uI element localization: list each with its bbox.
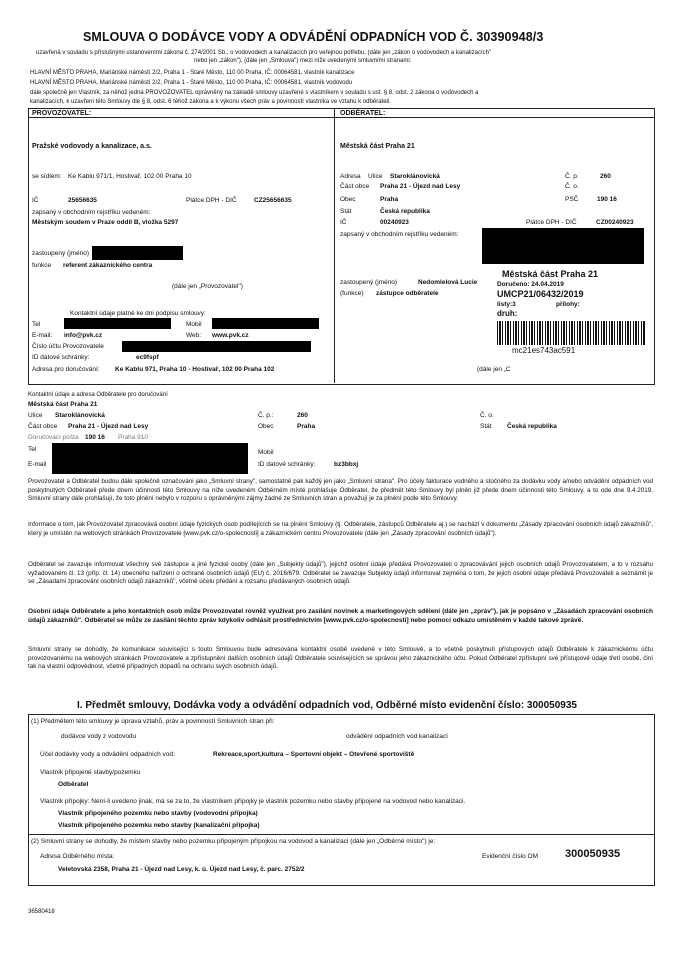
paragraph-2: Informace o tom, jak Provozovatel zpracovává osobní údaje fyzických osob podílejících se na plnění Smlouvy (tj. Odběratele, zástupců Odběratele aj.) se nachází v dokumentu „Zásady zpracování osobních údajů zákazníků", který je umístěn na webových stránkách Provozovatele [www.pvk.cz/o-spolecnosti] a zákaznickém centru Provozovatele (dále jen „Zásady zpracování osobních údajů"). [28, 521, 653, 537]
stamp-kind: druh: [497, 309, 518, 318]
customer-psc: 190 16 [597, 196, 617, 203]
provider-email[interactable]: info@pvk.cz [64, 332, 103, 339]
parties-divider [334, 108, 335, 383]
customer-alias: (dále jen „C [477, 366, 511, 373]
section-1-water-supply: dodávce vody z vodovodu [61, 733, 137, 740]
consumption-point-number-label: Evidenční číslo OM [482, 853, 538, 860]
stamp-barcode [497, 321, 645, 345]
section-1-rule [28, 834, 655, 835]
customer-district-label: Část obce [340, 183, 370, 190]
customer-heading: ODBĚRATEL: [340, 110, 386, 117]
customer-name: Městská část Praha 21 [340, 143, 415, 150]
stamp-title: Městská část Praha 21 [502, 269, 599, 279]
provider-tel-label: Tel [32, 321, 41, 328]
paragraph-5: Smluvní strany se dohodly, že komunikace související s touto Smlouvou bude adresována kontaktní osobě uvedené v této Smlouvě, a to včetně poskytnutí přístupových údajů Odběratele k zákaznickému účtu provozovanému na webových stránkách Provozovatele a zpřístupnění dalších osobních údajů Odběratele souvisejících se správou jeho zákaznického účtu. Pokud Odběratel zpřístupní své přístupové údaje třetí osobě, činí tak na vlastní odpovědnost, včetně případných dopadů na ochranu svých osobních údajů. [28, 646, 653, 671]
owner-line-3: dále společně jen Vlastník, za něhož jedná PROVOZOVATEL oprávněný na základě smlouvy uzavřené s vlastníkem v souladu s ust. § 8, odst. 2 zákona o vodovodech a [30, 90, 479, 96]
contact-block-town-label: Obec [258, 423, 274, 430]
redacted-provider-tel [64, 318, 171, 329]
contact-block-district-label: Část obce [28, 423, 58, 430]
contact-block-post: Praha 910 [118, 434, 148, 441]
contact-block-databox: bz3bbxj [334, 461, 359, 468]
provider-databox-label: ID datové schránky: [32, 354, 90, 361]
provider-email-label: E-mail: [32, 332, 53, 339]
stamp-attachments: přílohy: [556, 301, 580, 308]
consumption-point-number: 300050935 [565, 848, 621, 860]
owner-line-1: HLAVNÍ MĚSTO PRAHA, Mariánské náměstí 2/2, Praha 1 - Staré Město, 110 00 Praha, IČ: 00064581, vlastník kanalizace [30, 70, 355, 76]
owner-line-4: kanalizacích, k uzavření této Smlouvy dle § 8, odst. 6 téhož zákona a k výkonu všech práv a povinností vlastníka ve vztahu k odběrateli. [30, 99, 391, 105]
section-1-line-1: (1) Předmětem této smlouvy je úprava vztahů, práv a povinností Smluvních stran při: [31, 718, 275, 725]
provider-rep-label: zastoupený (jméno) [32, 250, 90, 257]
paragraph-4: Osobní údaje Odběratele a jeho kontaktních osob může Provozovatel rovněž využívat pro zasílání novinek a marketingových sdělení (dále jen „zpráv"), jak je popsáno v „Zásadách zpracování osobních údajů zákazníků". Odběratel se může ze zasílání těchto zpráv kdykoliv odhlásit prostřednictvím [www.pvk.cz/o-spolecnosti] nebo pomocí odkazu umístěném v každé takové zprávě. [28, 608, 653, 624]
contact-block-mobile-label: Mobil [258, 449, 274, 456]
customer-dic: CZ00240923 [596, 219, 634, 226]
contact-block-co-label: Č. o. [480, 412, 494, 419]
stamp-received: Doručeno: 24.04.2019 [497, 281, 564, 288]
customer-psc-label: PSČ [565, 196, 579, 203]
customer-dic-label: Plátce DPH - DIČ [526, 219, 577, 226]
contact-block-district: Praha 21 - Újezd nad Lesy [68, 423, 149, 430]
provider-mobile-label: Mobil [186, 321, 202, 328]
provider-dic: CZ25656635 [254, 197, 292, 204]
section-1-water-connection-owner: Vlastník připojeného pozemku nebo stavby (vodovodní přípojka) [58, 810, 258, 817]
owner-line-2: HLAVNÍ MĚSTO PRAHA, Mariánské náměstí 2/2, Praha 1 - Staré Město, 110 00 Praha, IČ: 00064581, vlastník vodovodu [30, 80, 353, 86]
section-1-line-2: (2) Smluvní strany se dohodly, že místem stavby nebo pozemku připojeným přípojkou na vodovod a kanalizaci (dále jen „Odběrné místo") je: [31, 838, 436, 845]
contact-block-label: Kontaktní údaje a adresa Odběratele pro doručování [28, 392, 168, 398]
contact-block-cp: 260 [297, 412, 308, 419]
provider-web[interactable]: www.pvk.cz [212, 332, 249, 339]
paragraph-3: Odběratel se zavazuje informovat všechny své zástupce a jiné fyzické osoby (dále jen „Subjekty údajů"), jejichž osobní údaje předává Provozovateli o zpracovávání jejich osobních údajů Provozovatelem, a to v rozsahu vyžadovaném čl. 13 (příp. čl. 14) obecného nařízení o ochraně osobních údajů (EU) č. 2016/679. Odběratel se zavazuje Subjekty údajů informovat zejména o tom, že jejich osobní údaje předává Provozovateli a seznámit je se „Zásadami zpracování osobních údajů zákazníků", včetně účelu předání a rozsahu předávaných osobních údajů. [28, 561, 653, 586]
page-title: SMLOUVA O DODÁVCE VODY A ODVÁDĚNÍ ODPADNÍCH VOD Č. 30390948/3 [83, 30, 544, 44]
provider-dic-label: Plátce DPH - DIČ [186, 197, 237, 204]
contact-block-state: Česká republika [507, 423, 557, 430]
consumption-point-address: Veletovská 2358, Praha 21 - Újezd nad Lesy, k. ú. Újezd nad Lesy, č. parc. 2752/2 [58, 866, 305, 873]
provider-function: referent zákaznického centra [63, 262, 153, 269]
customer-register-label: zapsaný v obchodním rejstříku vedeném: [340, 231, 459, 238]
contact-block-tel-label: Tel [28, 446, 37, 453]
contact-block-name: Městská část Praha 21 [28, 401, 98, 408]
redacted-provider-rep [92, 246, 183, 260]
customer-state: Česká republika [380, 208, 430, 215]
section-1-owner-value: Odběratel [58, 781, 89, 788]
document-number: 36580418 [28, 909, 55, 915]
provider-heading: PROVOZOVATEL: [32, 110, 92, 117]
contact-block-street-label: Ulice [28, 412, 43, 419]
contact-block-street: Staroklánovická [55, 412, 105, 419]
stamp-reference: UMCP21/06432/2019 [497, 289, 584, 299]
customer-address-label: Adresa [340, 173, 361, 180]
provider-delivery: Ke Kablu 971, Praha 10 - Hostivař, 102 00 Praha 102 [115, 366, 275, 373]
contact-block-cp-label: Č. p.: [258, 412, 274, 419]
contact-block-psc-label: Doručovací pošta [28, 434, 79, 441]
provider-web-label: Web: [186, 332, 202, 339]
paragraph-1: Provozovatel a Odběratel budou dále společně označováni jako „Smluvní strany", samostatně pak každý jen jako „Smluvní strana". Pro účely fakturace vodného a stočného za dodávku vody a/nebo odvádění odpadních vod poskytnutých Odběrateli přede dnem účinnosti této Smlouvy na níže uvedeném Odběrném místě prohlašuje Odběratel, že předmět této Smlouvy byl plněn již přede dnem účinnosti této Smlouvy, a to ode dne 9.4.2019. Smluvní strany dále prohlašují, že toto plnění nebylo v rozporu s oprávněnými zájmy žádné ze Smluvních stran a považují je za plnění podle této Smlouvy. [28, 478, 653, 503]
intro-line-2: nebo jen „zákon"), (dále jen „Smlouva") mezi níže uvedenými smluvními stranami: [194, 58, 412, 64]
section-1-connection-owner: Vlastník přípojky: Není-li uvedeno jinak, má se za to, že vlastníkem přípojky je vlastník pozemku nebo stavby připojené na vodovod nebo kanalizaci. [40, 798, 466, 805]
customer-state-label: Stát [340, 208, 352, 215]
provider-register-label: zapsaný v obchodním rejstříku vedeném: [32, 209, 151, 216]
customer-function: zástupce odběratele [376, 290, 439, 297]
stamp-sheets: listy:3 [497, 301, 516, 308]
contact-block-town: Praha [297, 423, 316, 430]
provider-contacts-label: Kontaktní údaje platné ke dni podpisu smlouvy: [70, 310, 206, 317]
provider-name: Pražské vodovody a kanalizace, a.s. [32, 143, 152, 150]
contact-block-psc: 190 16 [85, 434, 105, 441]
provider-ic: 25656635 [68, 197, 97, 204]
customer-cp-label: Č. p. [565, 173, 579, 180]
redacted-contact-phone-email [52, 443, 248, 474]
customer-rep-label: zastoupený (jméno) [340, 279, 398, 286]
redacted-provider-mobile [212, 318, 319, 329]
consumption-point-address-label: Adresa Odběrného místa: [40, 853, 115, 860]
section-1-purpose: Rekreace,sport,kultura – Sportovní objekt – Otevřené sportoviště [213, 751, 415, 758]
contact-block-databox-label: ID datové schránky: [258, 461, 316, 468]
contact-block-state-label: Stát [480, 423, 492, 430]
provider-alias: (dále jen „Provozovatel") [172, 283, 243, 290]
customer-town-label: Obec [340, 196, 356, 203]
provider-seat-label: se sídlem: [32, 173, 62, 180]
customer-rep: Nedomlelová Lucie [418, 279, 478, 286]
customer-ic: 00240923 [380, 219, 409, 226]
customer-district: Praha 21 - Újezd nad Lesy [380, 183, 461, 190]
provider-register: Městským soudem v Praze oddíl B, vložka 5297 [32, 219, 179, 226]
customer-town: Praha [380, 196, 399, 203]
customer-co-label: Č. o. [565, 183, 579, 190]
section-1-purpose-label: Účel dodávky vody a odvádění odpadních vod: [40, 751, 175, 758]
redacted-provider-account [122, 341, 311, 352]
section-1-sewage: odvádění odpadních vod kanalizací [346, 733, 448, 740]
provider-databox: ec9fspf [136, 354, 159, 361]
customer-ic-label: IČ [340, 219, 347, 226]
intro-line-1: uzavřená v souladu s příslušnými ustanoveními zákona č. 274/2001 Sb., o vodovodech a kanalizacích pro veřejnou potřebu, (dále jen „zákon o vodovodech a kanalizacích" [36, 50, 492, 56]
provider-seat: Ke Kablu 971/1, Hostivař, 102 00 Praha 10 [68, 173, 192, 180]
contact-block-email-label: E-mail [28, 461, 47, 468]
customer-cp: 260 [600, 173, 611, 180]
customer-street: Staroklánovická [390, 173, 440, 180]
redacted-customer-register [482, 228, 644, 264]
provider-function-label: funkce [32, 262, 52, 269]
section-1-owner-label: Vlastník připojené stavby/pozemku [40, 769, 141, 776]
provider-delivery-label: Adresa pro doručování: [32, 366, 100, 373]
customer-street-label: Ulice [368, 173, 383, 180]
customer-function-label: (funkce) [340, 290, 364, 297]
stamp-code: mc21es743ac591 [512, 346, 576, 355]
provider-ic-label: IČ [32, 197, 39, 204]
section-1-title: I. Předmět smlouvy, Dodávka vody a odvádění odpadních vod, Odběrné místo evidenční číslo: 300050935 [77, 700, 577, 711]
section-1-sewer-connection-owner: Vlastník připojeného pozemku nebo stavby (kanalizační přípojka) [58, 822, 260, 829]
provider-account-label: Číslo účtu Provozovatele [32, 343, 104, 350]
